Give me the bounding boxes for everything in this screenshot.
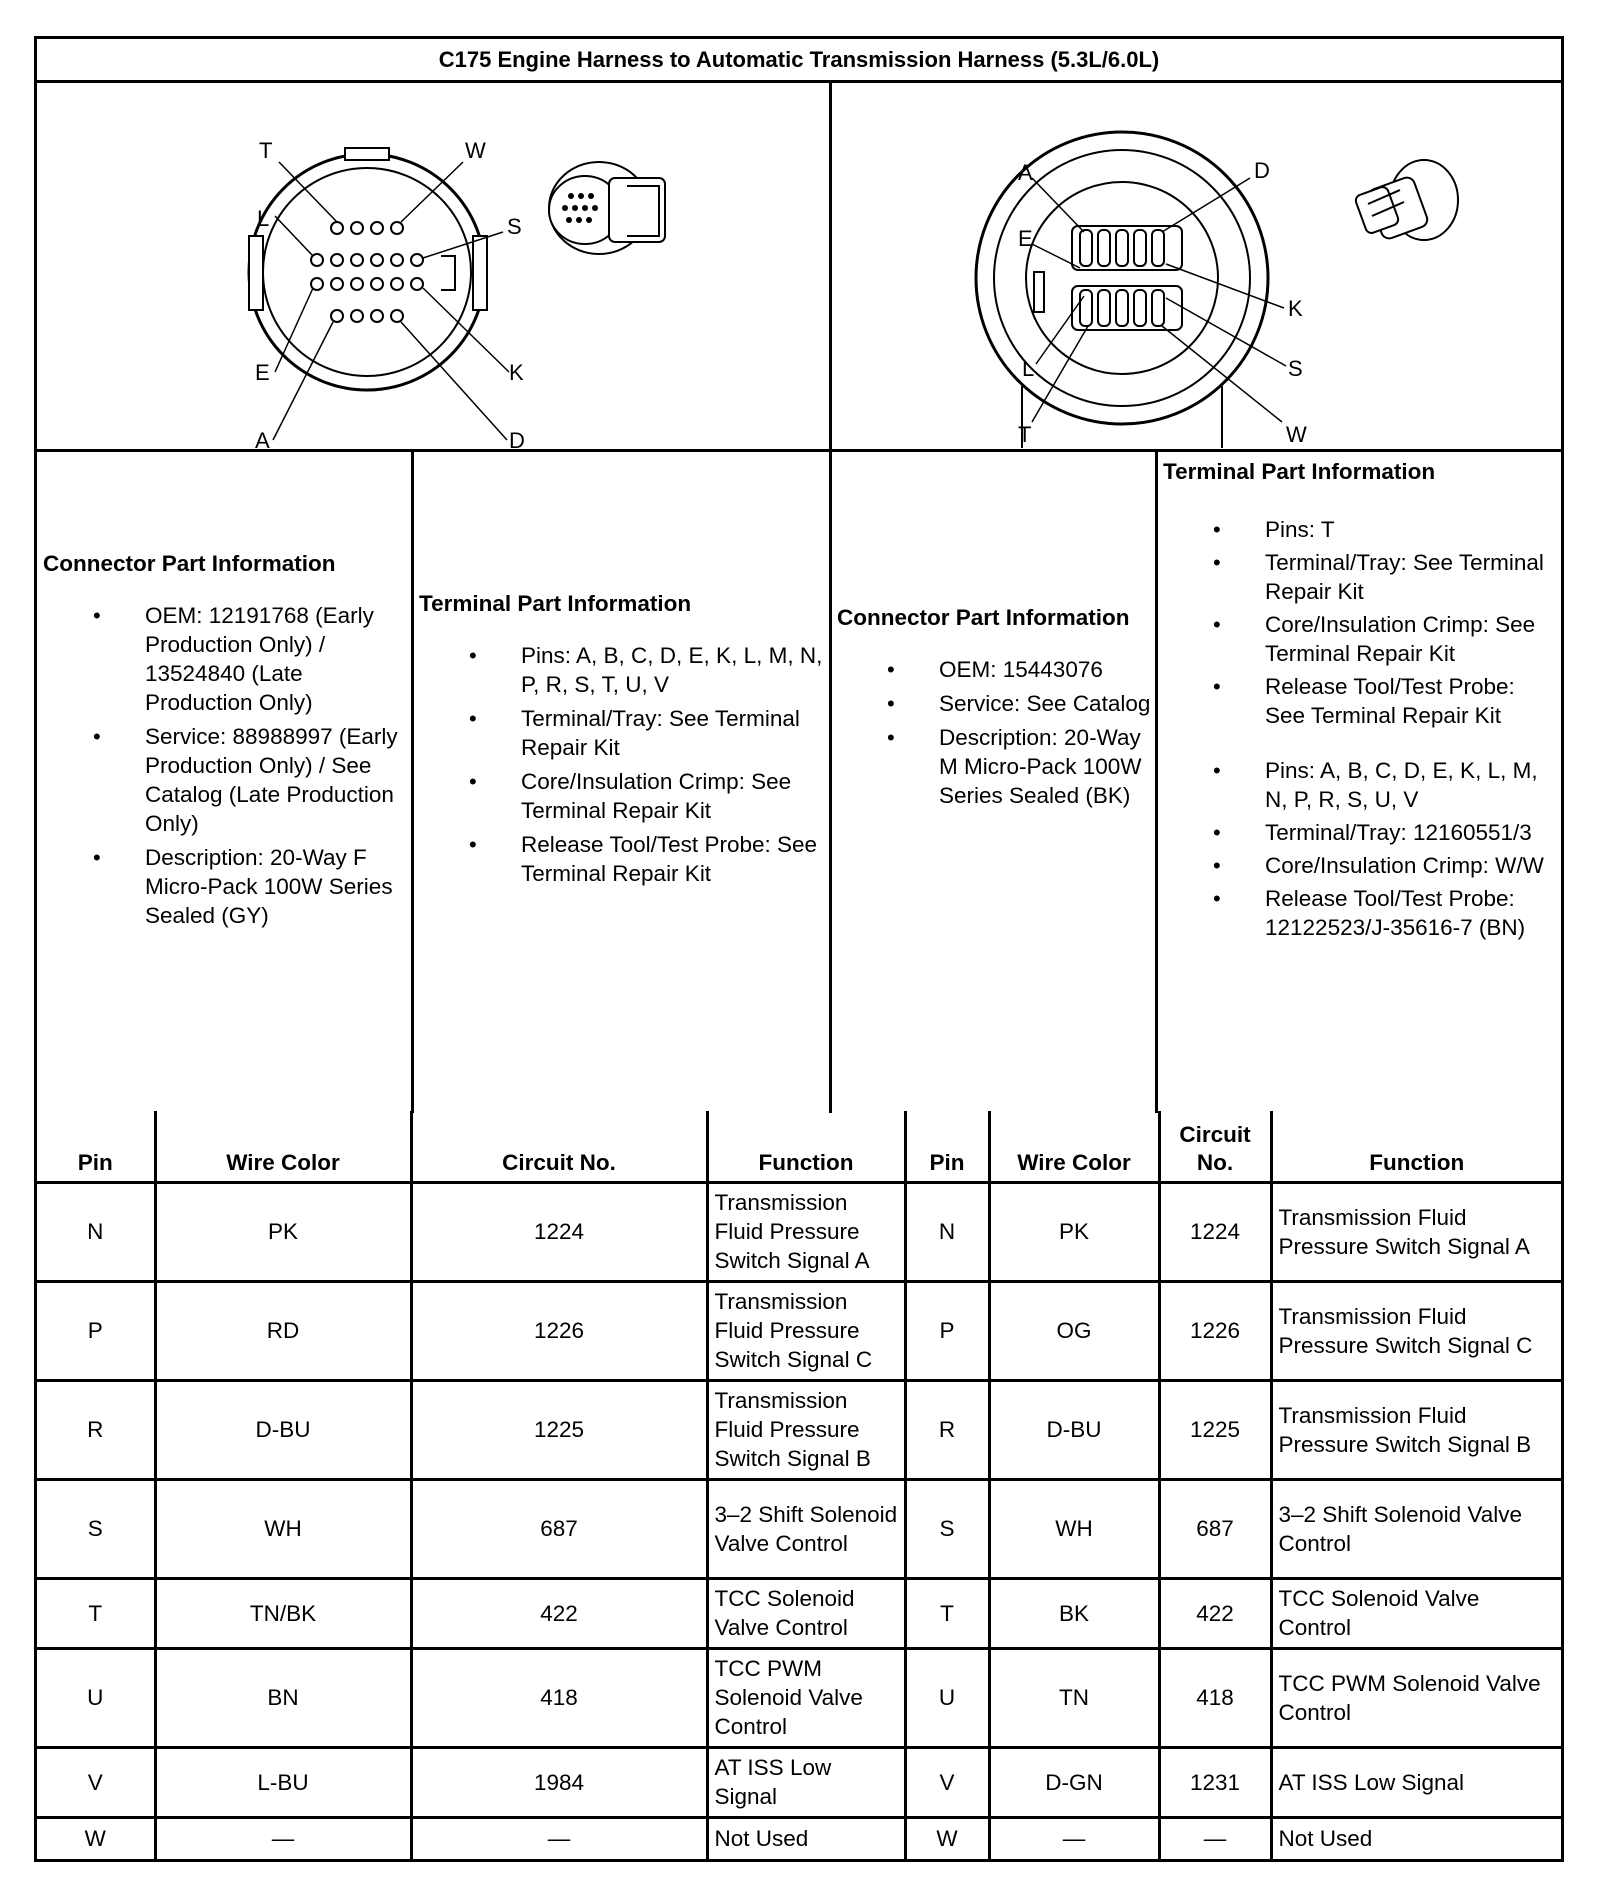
cell-function: AT ISS Low Signal: [707, 1747, 905, 1817]
cell-function: Transmission Fluid Pressure Switch Signal C: [1271, 1281, 1561, 1380]
cell-pin: R: [905, 1380, 989, 1479]
right-terminal-item: • Core/Insulation Crimp: W/W: [1163, 851, 1559, 880]
left-label-D: D: [509, 428, 525, 448]
cell-pin: S: [905, 1479, 989, 1578]
right-label-S: S: [1288, 356, 1303, 381]
table-header-cell: Function: [1271, 1111, 1561, 1182]
right-label-D: D: [1254, 158, 1270, 183]
left-connector-heading: Connector Part Information: [43, 551, 336, 576]
cell-pin: R: [37, 1380, 155, 1479]
left-label-E: E: [255, 360, 270, 385]
cell-function: 3–2 Shift Solenoid Valve Control: [707, 1479, 905, 1578]
cell-pin: P: [37, 1281, 155, 1380]
cell-wire-color: D-BU: [155, 1380, 411, 1479]
pin-table: [37, 1111, 1561, 1859]
cell-wire-color: OG: [989, 1281, 1159, 1380]
left-label-W: W: [465, 138, 486, 163]
cell-wire-color: —: [989, 1817, 1159, 1859]
left-label-T: T: [259, 138, 273, 163]
left-connector-info: [43, 549, 407, 930]
cell-circuit: 1984: [411, 1747, 707, 1817]
left-connector-latch-left: [249, 236, 263, 310]
cell-circuit: 1224: [411, 1182, 707, 1281]
cell-wire-color: D-GN: [989, 1747, 1159, 1817]
cell-function: Not Used: [1271, 1817, 1561, 1859]
cell-function: TCC PWM Solenoid Valve Control: [707, 1648, 905, 1747]
table-row: [37, 1380, 1561, 1479]
table-row: [37, 1817, 1561, 1859]
left-connector-outer-ring: [249, 154, 485, 390]
left-terminal-heading: Terminal Part Information: [419, 591, 692, 616]
cell-circuit: 687: [411, 1479, 707, 1578]
left-terminal-item: • Core/Insulation Crimp: See Terminal Repair Kit: [419, 767, 825, 825]
cell-circuit: 422: [411, 1578, 707, 1648]
cell-function: 3–2 Shift Solenoid Valve Control: [1271, 1479, 1561, 1578]
table-row: [37, 1281, 1561, 1380]
left-label-A: A: [255, 428, 270, 448]
cell-circuit: 1225: [411, 1380, 707, 1479]
left-terminal-info: [419, 589, 825, 888]
cell-pin: N: [37, 1182, 155, 1281]
cell-wire-color: D-BU: [989, 1380, 1159, 1479]
left-terminal-item: • Pins: A, B, C, D, E, K, L, M, N, P, R, S, T, U, V: [419, 641, 825, 699]
right-label-W: W: [1286, 422, 1307, 447]
cell-pin: T: [905, 1578, 989, 1648]
right-label-A: A: [1018, 160, 1033, 185]
cell-wire-color: BN: [155, 1648, 411, 1747]
right-connector-info: [837, 603, 1151, 810]
left-connector-item: • Service: 88988997 (Early Production Only) / See Catalog (Late Production Only): [43, 722, 407, 838]
connector-document: [34, 36, 1564, 1862]
cell-pin: N: [905, 1182, 989, 1281]
cell-pin: P: [905, 1281, 989, 1380]
right-label-L: L: [1022, 356, 1035, 381]
cell-function: TCC Solenoid Valve Control: [1271, 1578, 1561, 1648]
right-terminal-item: • Pins: T: [1163, 515, 1559, 544]
cell-circuit: 1226: [411, 1281, 707, 1380]
right-terminal-item: • Terminal/Tray: 12160551/3: [1163, 818, 1559, 847]
cell-function: Transmission Fluid Pressure Switch Signal B: [707, 1380, 905, 1479]
left-connector-latch-right: [473, 236, 487, 310]
right-terminal-item: • Core/Insulation Crimp: See Terminal Repair Kit: [1163, 610, 1559, 668]
divider-info-1: [411, 449, 414, 1113]
table-header-row: [37, 1111, 1561, 1182]
cell-function: Transmission Fluid Pressure Switch Signal A: [707, 1182, 905, 1281]
cell-pin: T: [37, 1578, 155, 1648]
cell-pin: S: [37, 1479, 155, 1578]
table-row: [37, 1578, 1561, 1648]
right-label-K: K: [1288, 296, 1303, 321]
page-title: C175 Engine Harness to Automatic Transmission Harness (5.3L/6.0L): [37, 39, 1561, 83]
left-terminal-item: • Release Tool/Test Probe: See Terminal Repair Kit: [419, 830, 825, 888]
right-terminal-item: • Terminal/Tray: See Terminal Repair Kit: [1163, 548, 1559, 606]
cell-function: Transmission Fluid Pressure Switch Signal A: [1271, 1182, 1561, 1281]
right-terminal-item: • Release Tool/Test Probe: 12122523/J-35616-7 (BN): [1163, 884, 1559, 942]
cell-pin: U: [37, 1648, 155, 1747]
cell-circuit: 1226: [1159, 1281, 1271, 1380]
cell-wire-color: —: [155, 1817, 411, 1859]
right-label-T: T: [1018, 422, 1032, 447]
cell-wire-color: L-BU: [155, 1747, 411, 1817]
cell-function: AT ISS Low Signal: [1271, 1747, 1561, 1817]
table-header-cell: Pin: [905, 1111, 989, 1182]
table-header-cell: Circuit No.: [1159, 1111, 1271, 1182]
cell-wire-color: RD: [155, 1281, 411, 1380]
left-connector-inner-ring: [263, 168, 471, 376]
table-row: [37, 1648, 1561, 1747]
right-terminal-item: • Pins: A, B, C, D, E, K, L, M, N, P, R, S, U, V: [1163, 756, 1559, 814]
cell-circuit: —: [1159, 1817, 1271, 1859]
cell-function: Transmission Fluid Pressure Switch Signal C: [707, 1281, 905, 1380]
table-header-cell: Wire Color: [155, 1111, 411, 1182]
cell-wire-color: TN/BK: [155, 1578, 411, 1648]
right-connector-pin-blocks: [1072, 226, 1182, 330]
table-header-cell: Circuit No.: [411, 1111, 707, 1182]
cell-function: Transmission Fluid Pressure Switch Signal B: [1271, 1380, 1561, 1479]
table-header-cell: Function: [707, 1111, 905, 1182]
right-connector-item: • Service: See Catalog: [837, 689, 1151, 718]
left-label-K: K: [509, 360, 524, 385]
right-connector-item: • Description: 20-Way M Micro-Pack 100W Series Sealed (BK): [837, 723, 1151, 810]
table-row: [37, 1747, 1561, 1817]
left-label-S: S: [507, 214, 522, 239]
cell-wire-color: PK: [989, 1182, 1159, 1281]
cell-wire-color: WH: [989, 1479, 1159, 1578]
right-label-E: E: [1018, 226, 1033, 251]
left-label-L: L: [257, 206, 270, 231]
cell-circuit: 1225: [1159, 1380, 1271, 1479]
right-connector-thumbnail: [1354, 160, 1458, 241]
left-connector-item: • Description: 20-Way F Micro-Pack 100W Series Sealed (GY): [43, 843, 407, 930]
right-terminal-item: • Release Tool/Test Probe: See Terminal Repair Kit: [1163, 672, 1559, 730]
left-connector-diagram: [37, 86, 827, 448]
cell-circuit: 418: [411, 1648, 707, 1747]
cell-circuit: 1224: [1159, 1182, 1271, 1281]
table-header-cell: Pin: [37, 1111, 155, 1182]
cell-circuit: 687: [1159, 1479, 1271, 1578]
cell-circuit: 422: [1159, 1578, 1271, 1648]
cell-pin: V: [37, 1747, 155, 1817]
right-connector-heading: Connector Part Information: [837, 605, 1130, 630]
right-connector-housing-base: [1022, 386, 1222, 448]
cell-function: TCC PWM Solenoid Valve Control: [1271, 1648, 1561, 1747]
table-header-cell: Wire Color: [989, 1111, 1159, 1182]
cell-pin: V: [905, 1747, 989, 1817]
cell-circuit: —: [411, 1817, 707, 1859]
right-connector-face: [1026, 182, 1218, 374]
right-connector-diagram: [832, 86, 1560, 448]
cell-pin: U: [905, 1648, 989, 1747]
cell-wire-color: WH: [155, 1479, 411, 1578]
left-connector-key-tab: [345, 148, 389, 160]
right-terminal-heading: Terminal Part Information: [1163, 459, 1436, 484]
cell-pin: W: [905, 1817, 989, 1859]
left-terminal-item: • Terminal/Tray: See Terminal Repair Kit: [419, 704, 825, 762]
table-row: [37, 1182, 1561, 1281]
cell-wire-color: TN: [989, 1648, 1159, 1747]
left-connector-pin-cavities: [311, 222, 423, 322]
cell-circuit: 418: [1159, 1648, 1271, 1747]
left-connector-item: • OEM: 12191768 (Early Production Only) / 13524840 (Late Production Only): [43, 601, 407, 717]
table-row: [37, 1479, 1561, 1578]
cell-circuit: 1231: [1159, 1747, 1271, 1817]
cell-wire-color: PK: [155, 1182, 411, 1281]
cell-function: Not Used: [707, 1817, 905, 1859]
cell-pin: W: [37, 1817, 155, 1859]
right-terminal-info: [1163, 457, 1559, 942]
cell-function: TCC Solenoid Valve Control: [707, 1578, 905, 1648]
divider-info-3: [1155, 449, 1158, 1113]
divider-info: [37, 449, 1561, 452]
right-connector-item: • OEM: 15443076: [837, 655, 1151, 684]
cell-wire-color: BK: [989, 1578, 1159, 1648]
left-connector-thumbnail: [549, 162, 665, 254]
